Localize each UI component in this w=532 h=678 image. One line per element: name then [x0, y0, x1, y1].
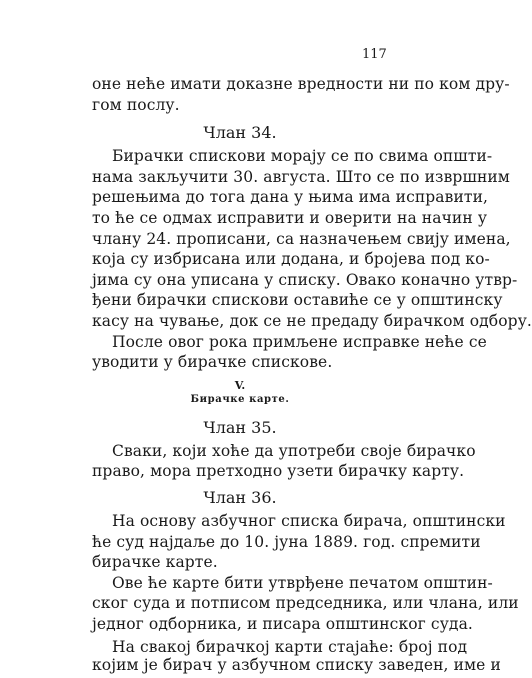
text-line: то ће се одмах исправити и оверити на начин у: [92, 209, 488, 227]
text-line: једног одборника, и писара општинског суда.: [92, 615, 473, 633]
section-title: Бирачке карте.: [190, 394, 290, 405]
text-line: члану 24. прописани, са назначењем свију имена,: [92, 230, 511, 248]
article-35-heading: Члан 35.: [203, 418, 277, 437]
text-line: На основу азбучног списка бирача, општински: [112, 512, 506, 530]
text-line: право, мора претходно узети бирачку карту.: [92, 462, 465, 480]
text-line: која су избрисана или додана, и бројева под ко-: [92, 250, 490, 268]
text-line: На свакој бирачкој карти стајаће: број под: [112, 638, 468, 656]
text-line: јима су она уписана у списку. Овако коначно утвр-: [92, 271, 518, 289]
text-line: Сваки, који хоће да употреби своје бирачко: [112, 442, 476, 460]
text-line: После овог рока примљене исправке неће се: [112, 333, 487, 351]
text-line: оне неће имати доказне вредности ни по ком дру-: [92, 75, 510, 93]
text-line: Бирачки спискови морају се по свима општи-: [112, 147, 493, 165]
text-line: ског суда и потписом председника, или члана, или: [92, 594, 519, 612]
text-line: касу на чување, док се не предаду бирачком одбору.: [92, 312, 532, 330]
text-line: ђени бирачки спискови оставиће се у општинску: [92, 291, 503, 309]
text-line: ће суд најдаље до 10. јуна 1889. год. спремити: [92, 533, 481, 551]
page-number: 117: [362, 47, 387, 62]
article-36-heading: Члан 36.: [203, 488, 277, 507]
text-line: решењима до тога дана у њима има исправити,: [92, 188, 489, 206]
text-line: уводити у бирачке спискове.: [92, 353, 333, 371]
section-number: V.: [234, 379, 246, 392]
article-34-heading: Члан 34.: [203, 123, 277, 142]
text-line: Ове ће карте бити утврђене печатом општин-: [112, 574, 493, 592]
text-line: гом послу.: [92, 96, 180, 114]
text-line: којим је бирач у азбучном списку заведен, име и: [92, 656, 501, 674]
text-line: бирачке карте.: [92, 553, 218, 571]
text-line: нама закључити 30. августа. Што се по извршним: [92, 168, 510, 186]
